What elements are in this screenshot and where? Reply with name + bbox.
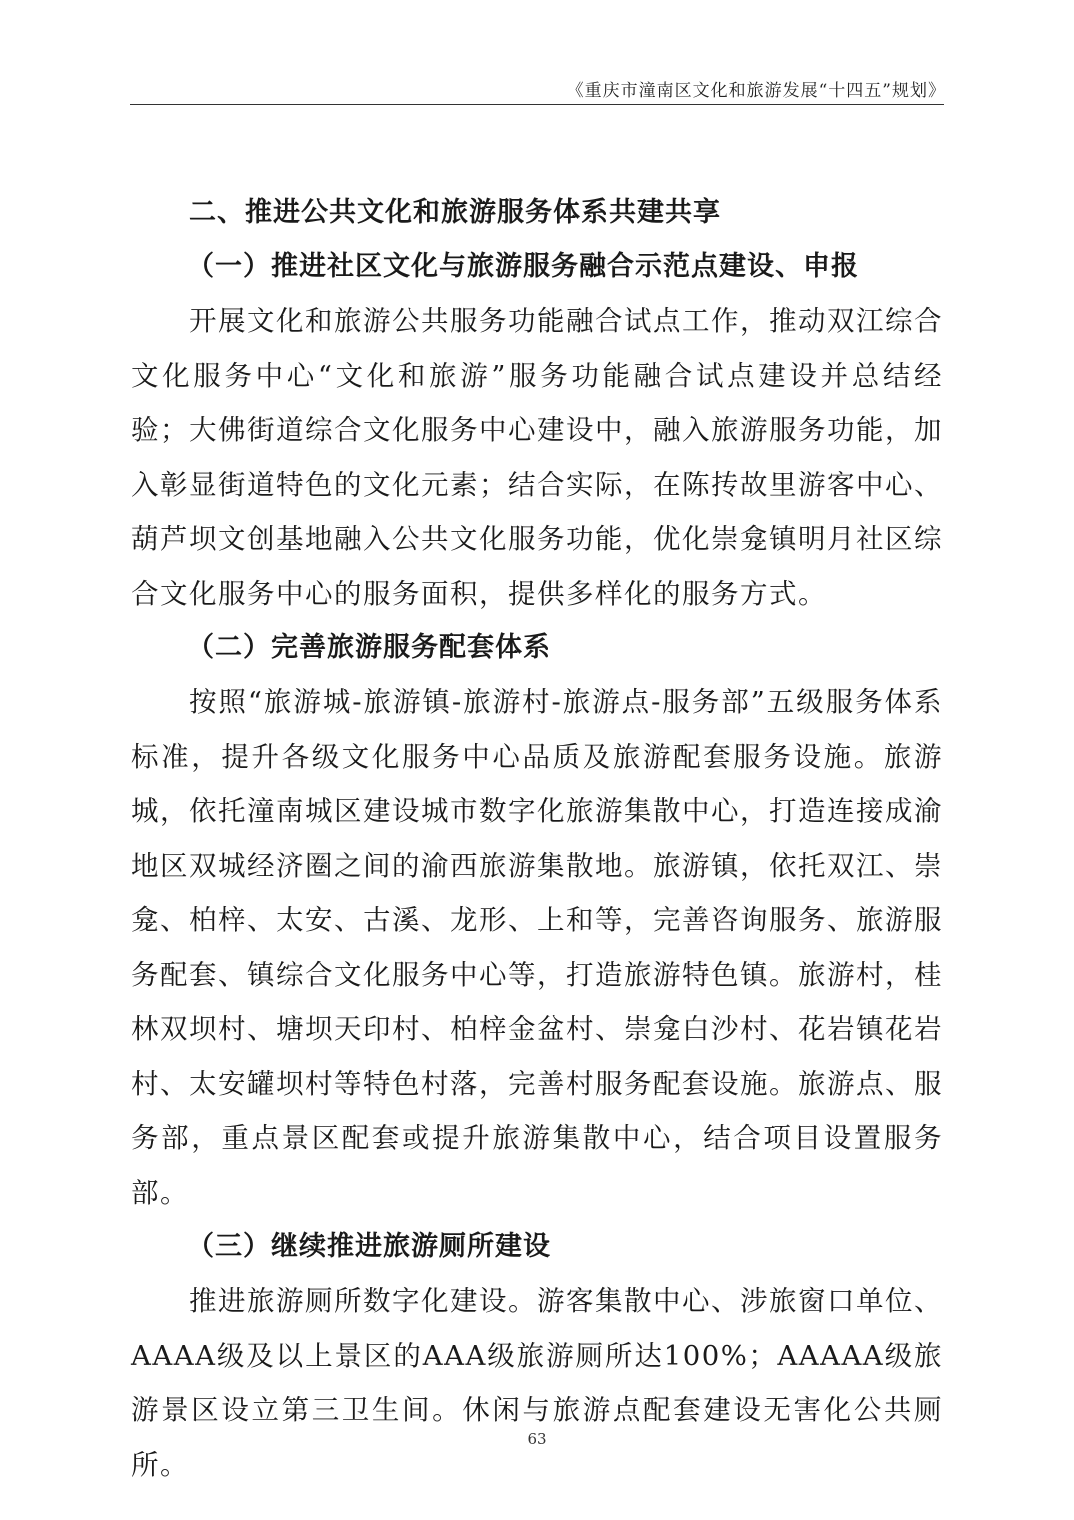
paragraph-3: 推进旅游厕所数字化建设。游客集散中心、涉旅窗口单位、AAAA级及以上景区的AAA级旅游厕所达100%；AAAAA级旅游景区设立第三卫生间。休闲与旅游点配套建设无害化公共厕所。 xyxy=(131,1285,943,1481)
header-divider xyxy=(130,104,944,105)
paragraph-2: 按照“旅游城-旅游镇-旅游村-旅游点-服务部”五级服务体系标准，提升各级文化服务中心品质及旅游配套服务设施。旅游城，依托潼南城区建设城市数字化旅游集散中心，打造连接成渝地区双城经济圈之间的渝西旅游集散地。旅游镇，依托双江、崇龛、柏梓、太安、古溪、龙形、上和等，完善咨询服务、旅游服务配套、镇综合文化服务中心等，打造旅游特色镇。旅游村，桂林双坝村、塘坝天印村、柏梓金盆村、崇龛白沙村、花岩镇花岩村、太安罐坝村等特色村落，完善村服务配套设施。旅游点、服务部，重点景区配套或提升旅游集散中心，结合项目设置服务部。 xyxy=(131,686,943,1209)
paragraph-1: 开展文化和旅游公共服务功能融合试点工作，推动双江综合文化服务中心“文化和旅游”服务功能融合试点建设并总结经验；大佛街道综合文化服务中心建设中，融入旅游服务功能，加入彰显街道特色的文化元素；结合实际，在陈抟故里游客中心、葫芦坝文创基地融入公共文化服务功能，优化崇龛镇明月社区综合文化服务中心的服务面积，提供多样化的服务方式。 xyxy=(131,305,943,610)
subsection-heading-3: （三）继续推进旅游厕所建设 xyxy=(187,1231,551,1262)
subsection-heading-1: （一）推进社区文化与旅游服务融合示范点建设、申报 xyxy=(187,251,859,282)
document-body xyxy=(131,186,943,1492)
section-heading: 二、推进公共文化和旅游服务体系共建共享 xyxy=(189,197,721,228)
page-number: 63 xyxy=(527,1430,547,1448)
subsection-heading-2: （二）完善旅游服务配套体系 xyxy=(187,632,551,663)
running-header-title: 《重庆市潼南区文化和旅游发展“十四五”规划》 xyxy=(566,81,946,101)
